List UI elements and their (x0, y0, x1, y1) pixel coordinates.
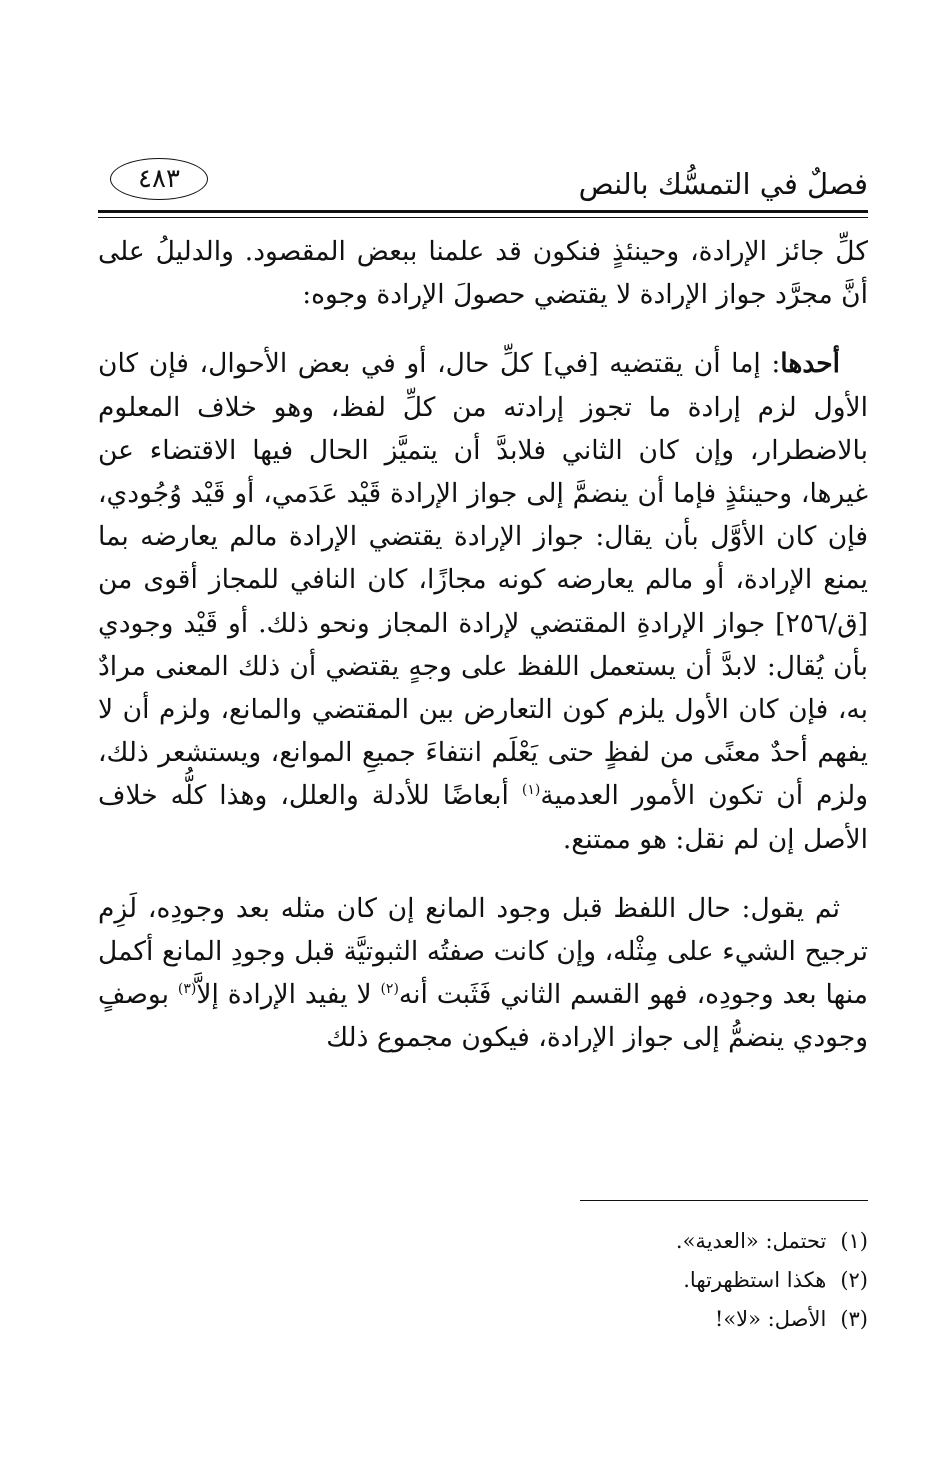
running-title: فصلٌ في التمسُّك بالنص (578, 167, 868, 201)
footnote-1-text: تحتمل: «العدية». (675, 1229, 827, 1253)
page-header (98, 150, 868, 210)
paragraph-3-text-end: بوصفٍ وجودي ينضمُّ إلى جواز الإرادة، فيكون مجموع ذلك (98, 979, 868, 1054)
paragraph-2-text: : إما أن يقتضيه [في] كلِّ حال، أو في بعض الأحوال، فإن كان الأول لزم إرادة ما تجوز إرادته من كلِّ لفظ، وهو خلاف المعلوم بالاضطرار، وإن كان الثاني فلابدَّ أن يتميَّز الحال فيها الاقتضاء عن غيرها، وحينئذٍ فإما أن ينضمَّ إلى جواز الإرادة قَيْد عَدَمي، أو قَيْد وُجُودي، فإن كان الأوَّل بأن يقال: جواز الإرادة يقتضي الإرادة مالم يعارضه بما يمنع الإرادة، أو مالم يعارضه كونه مجازًا، كان النافي للمجاز أقوى من [ق/٢٥٦] جواز الإرادةِ المقتضي لإرادة المجاز ونحو ذلك. أو قَيْد وجودي بأن يُقال: لابدَّ أن يستعمل اللفظ على وجهٍ يقتضي أن ذلك المعنى مرادٌ به، فإن كان الأول يلزم كون التعارض بين المقتضي والمانع، ولزم أن لا يفهم أحدٌ معنًى من لفظٍ حتى يَعْلَم انتفاءَ جميعِ الموانع، ويستشعر ذلك، ولزم أن تكون الأمور العدمية (98, 348, 868, 812)
footnote-1-number: (١) (840, 1229, 868, 1253)
footnote-2 (98, 1261, 868, 1300)
footnote-2-text: هكذا استظهرتها. (683, 1268, 827, 1292)
paragraph-2-lead: أحدها (780, 348, 840, 380)
footnote-3 (98, 1300, 868, 1339)
paragraph-2 (98, 342, 868, 860)
header-rule-thin (98, 217, 868, 218)
paragraph-2-text-end: أبعاضًا للأدلة والعلل، وهذا كلُّه خلاف الأصل إن لم نقل: هو ممتنع. (98, 780, 868, 855)
header-rule-thick (98, 210, 868, 213)
paragraph-3-text-mid: لا يفيد الإرادة إلاَّ (196, 979, 381, 1011)
paragraph-3-text: ثم يقول: حال اللفظ قبل وجود المانع إن كان مثله بعد وجودِه، لَزِم ترجيح الشيء على مِثْله، وإن كانت صفتُه الثبوتيَّة قبل وجودِ المانع أكمل منها بعد وجودِه، فهو القسم الثاني فَثَبت أنه (98, 892, 868, 1011)
footnote-separator (580, 1200, 868, 1201)
footnote-ref-1: (١) (521, 782, 541, 799)
footnote-2-number: (٢) (840, 1268, 868, 1292)
paragraph-1 (98, 230, 868, 316)
footnote-1 (98, 1222, 868, 1261)
page-number-badge: ٤٨٣ (110, 158, 208, 200)
paragraph-1-text: كلِّ جائز الإرادة، وحينئذٍ فنكون قد علمنا ببعض المقصود. والدليلُ على أنَّ مجرَّد جواز الإرادة لا يقتضي حصولَ الإرادة وجوه: (98, 236, 868, 311)
footnote-3-number: (٣) (840, 1307, 868, 1331)
footnotes (98, 1222, 868, 1339)
main-text (98, 230, 868, 1060)
footnote-ref-3: (٣) (177, 981, 197, 998)
paragraph-3 (98, 887, 868, 1060)
footnote-3-text: الأصل: «لا»! (714, 1307, 827, 1331)
footnote-ref-2: (٢) (380, 981, 399, 998)
